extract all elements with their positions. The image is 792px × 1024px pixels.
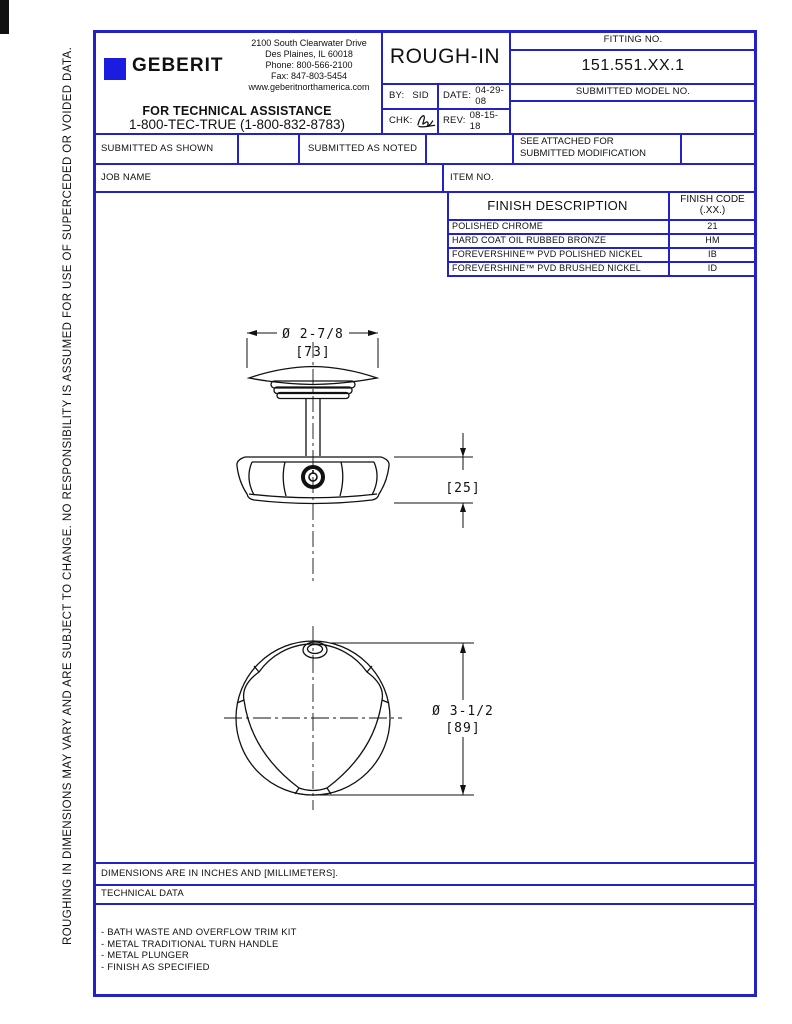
fitting-number: 151.551.XX.1 <box>581 57 685 74</box>
technical-data-list <box>101 927 741 973</box>
sheet-title: ROUGH-IN <box>389 44 501 68</box>
rev-value: 08-15-18 <box>469 109 499 132</box>
finish-row-desc: FOREVERSHINE™ PVD POLISHED NICKEL <box>452 249 643 259</box>
technical-assistance-phone: 1-800-TEC-TRUE (1-800-832-8783) <box>128 117 346 132</box>
finish-row-code: HM <box>705 235 720 245</box>
submitted-as-noted-label: SUBMITTED AS NOTED <box>308 142 418 154</box>
technical-assistance-title: FOR TECHNICAL ASSISTANCE <box>142 104 332 118</box>
address-line: 2100 South Clearwater Drive <box>251 38 367 48</box>
technical-data-item: - METAL PLUNGER <box>101 950 189 961</box>
technical-data-item: - METAL TRADITIONAL TURN HANDLE <box>101 938 279 950</box>
technical-data-label: TECHNICAL DATA <box>101 888 184 899</box>
finish-description-header: FINISH DESCRIPTION <box>487 197 628 213</box>
address-line: Fax: 847-803-5454 <box>270 71 348 81</box>
handle-diameter-dimension <box>320 643 474 795</box>
technical-data-item: - BATH WASTE AND OVERFLOW TRIM KIT <box>101 927 297 938</box>
brand-name: GEBERIT <box>132 55 224 76</box>
cap-diameter-inches: Ø 2-7/8 <box>282 327 344 342</box>
date-value: 04-29-08 <box>475 84 504 107</box>
see-attached-line: SUBMITTED MODIFICATION <box>520 147 646 159</box>
finish-row-desc: HARD COAT OIL RUBBED BRONZE <box>452 235 607 245</box>
job-name-label: JOB NAME <box>101 171 152 183</box>
fitting-no-label: FITTING NO. <box>603 34 663 45</box>
units-note: DIMENSIONS ARE IN INCHES AND [MILLIMETERS]. <box>101 867 339 879</box>
finish-row-desc: FOREVERSHINE™ PVD BRUSHED NICKEL <box>452 263 641 273</box>
side-disclaimer-text: ROUGHING IN DIMENSIONS MAY VARY AND ARE SUBJECT TO CHANGE. NO RESPONSIBILITY IS ASSUMED FOR USE OF SUPERCEDED OR VOIDED DATA. <box>62 46 74 945</box>
handle-height-mm: [25] <box>445 481 481 496</box>
by-value: SID <box>412 90 429 101</box>
finish-row-desc: POLISHED CHROME <box>452 221 544 231</box>
by-label: BY: <box>389 90 405 101</box>
address-line: Des Plaines, IL 60018 <box>265 49 353 59</box>
handle-diameter-inches: Ø 3-1/2 <box>432 704 494 719</box>
submitted-as-shown-label: SUBMITTED AS SHOWN <box>101 142 214 154</box>
address-line: Phone: 800-566-2100 <box>265 60 353 70</box>
date-label: DATE: <box>443 90 472 101</box>
item-no-label: ITEM NO. <box>450 171 494 183</box>
submitted-model-label: SUBMITTED MODEL NO. <box>575 86 691 97</box>
technical-data-item: - FINISH AS SPECIFIED <box>101 961 210 973</box>
handle-bottom-view <box>224 626 402 810</box>
chk-label: CHK: <box>389 115 413 126</box>
finish-code-header-line: (.XX.) <box>699 205 726 216</box>
address-line: www.geberitnorthamerica.com <box>248 82 370 92</box>
finish-row-code: IB <box>708 249 717 259</box>
see-attached-line: SEE ATTACHED FOR <box>520 136 614 147</box>
handle-diameter-mm: [89] <box>445 721 481 736</box>
finish-row-code: ID <box>707 263 718 273</box>
finish-row-code: 21 <box>707 221 718 231</box>
finish-code-header-line: FINISH CODE <box>680 194 745 205</box>
cap-diameter-mm: [73] <box>295 345 331 360</box>
divider <box>93 903 757 905</box>
rev-label: REV: <box>443 115 466 126</box>
